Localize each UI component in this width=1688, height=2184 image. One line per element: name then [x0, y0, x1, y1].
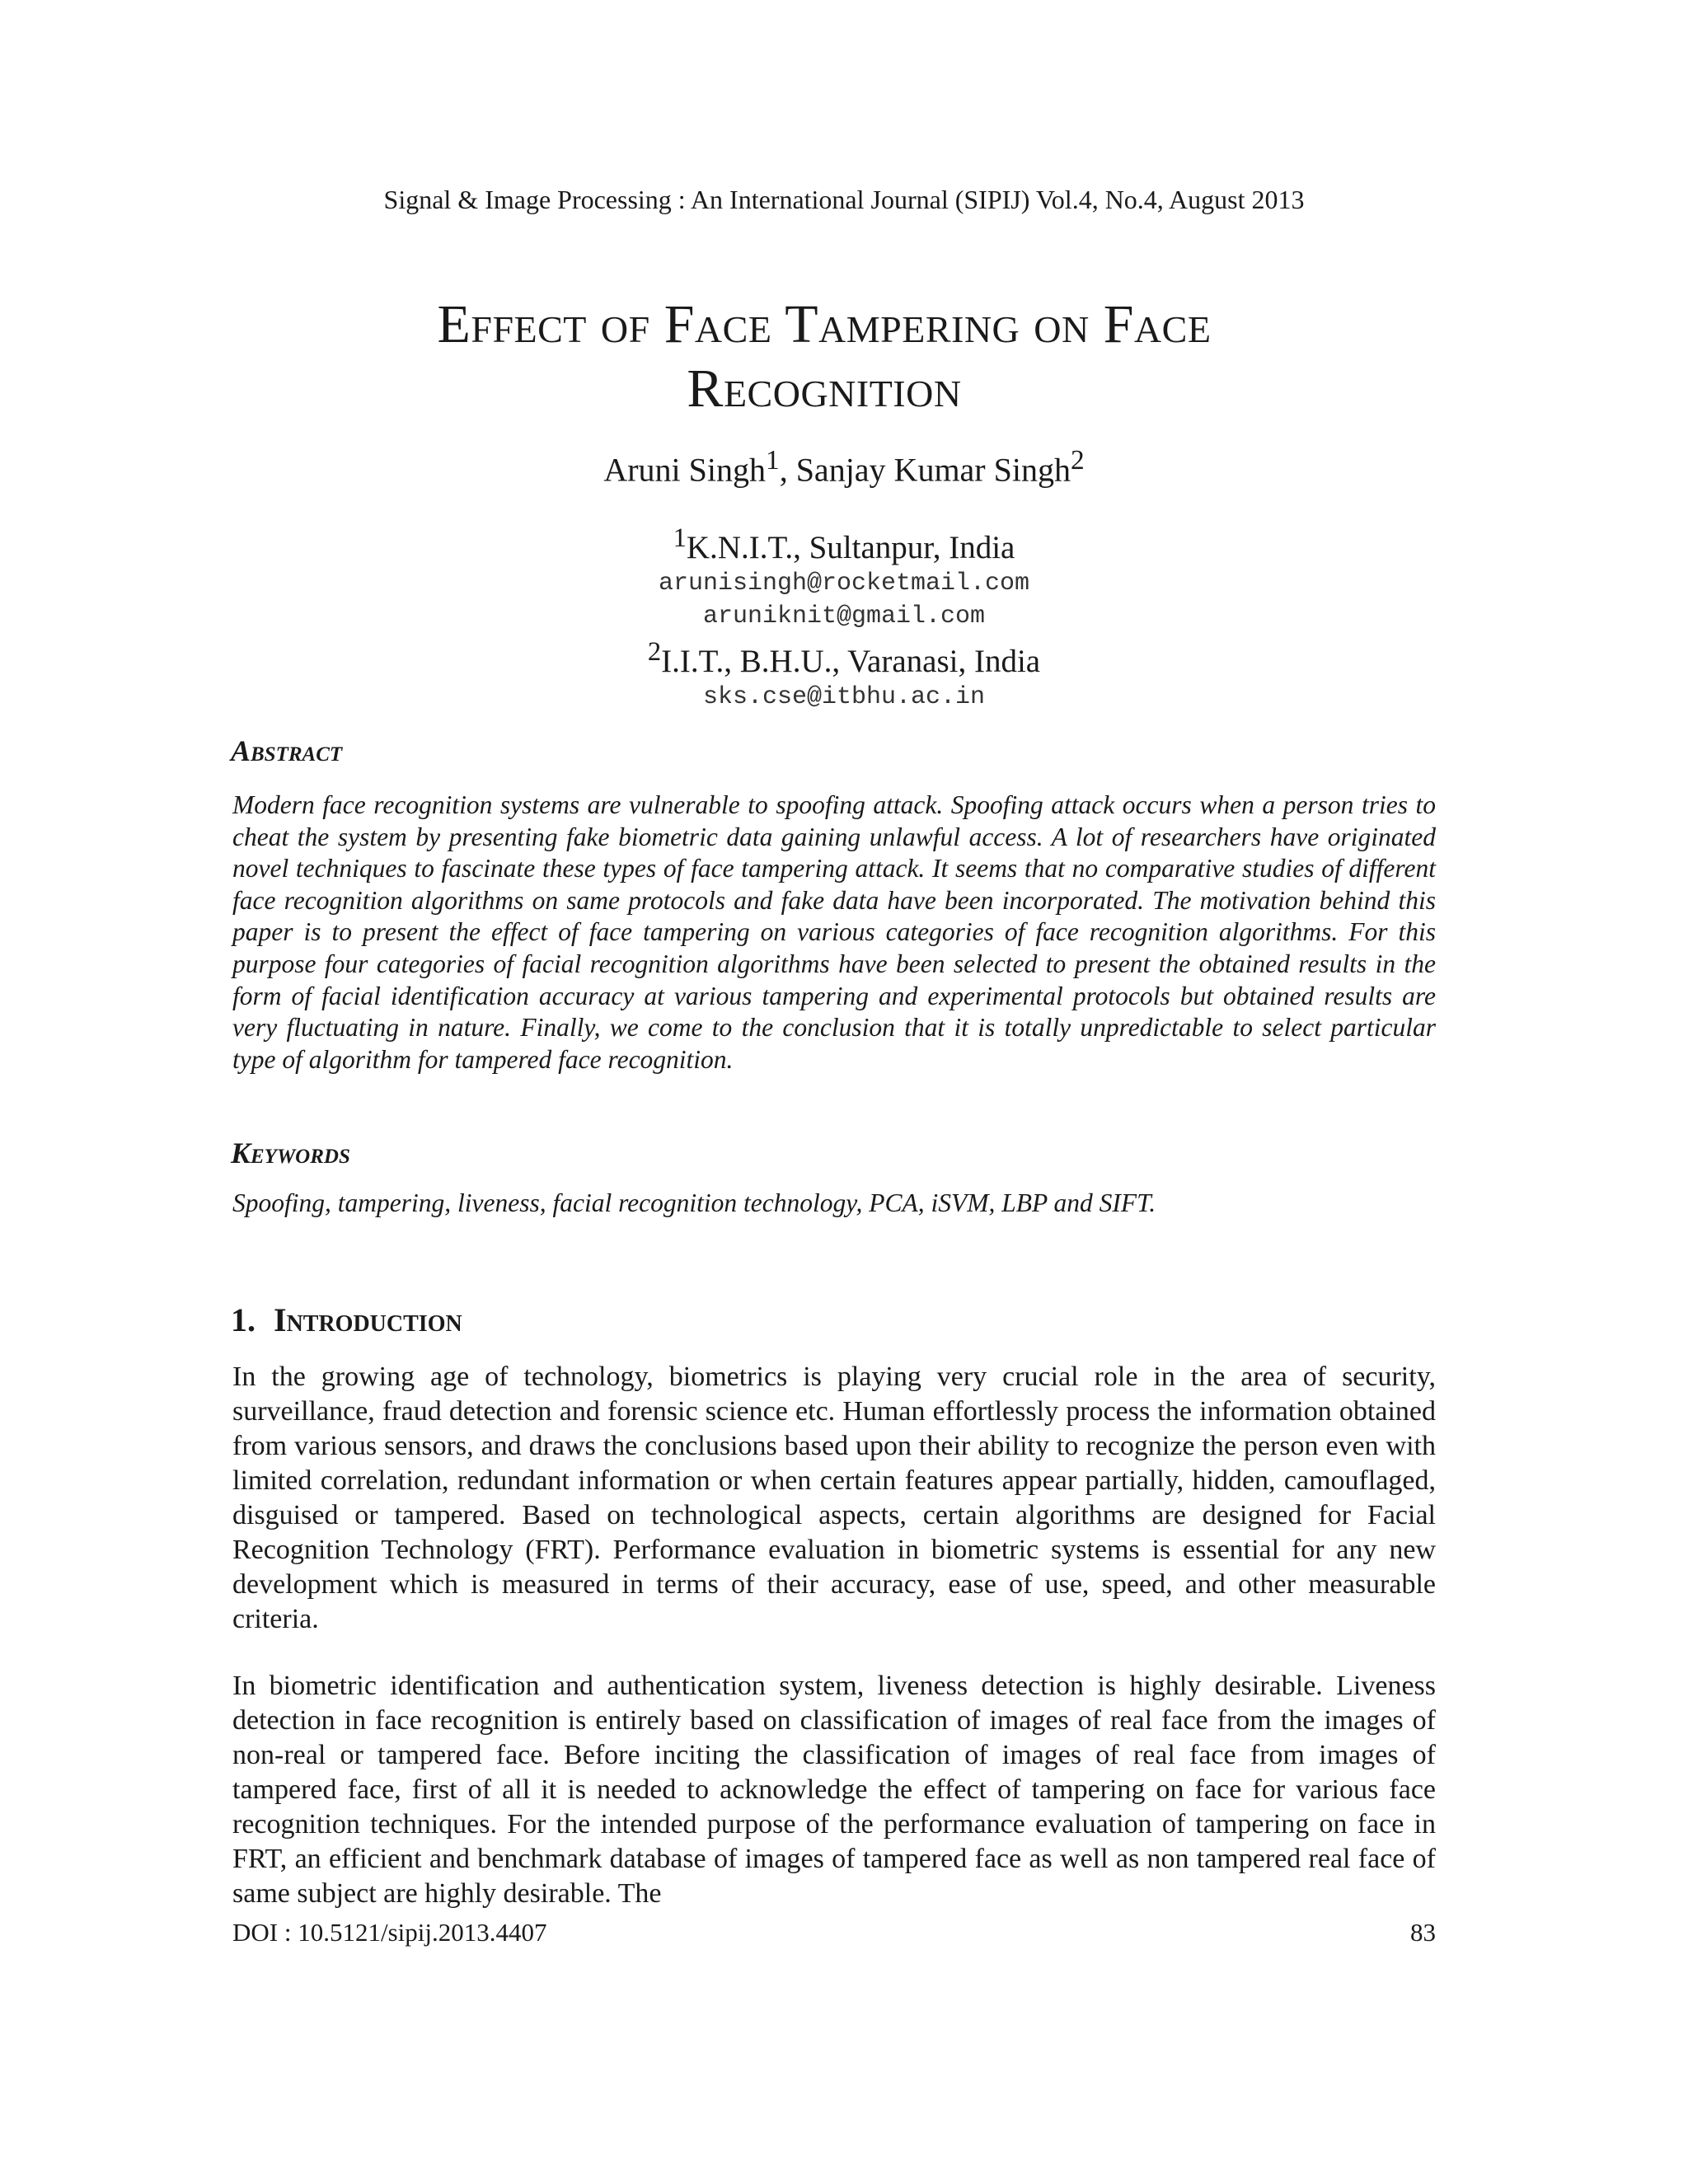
abstract-text: Modern face recognition systems are vulnerable to spoofing attack. Spoofing attack occurs when a person tries to cheat the system by presenting fake biometric data gaining unlawful access. A lot of researchers have originated novel techniques to fascinate these types of face tampering attack. It seems that no comparative studies of different face recognition algorithms on same protocols and fake data have been incorporated. The motivation behind this paper is to present the effect of face tampering on various categories of face recognition algorithms. For this purpose four categories of facial recognition algorithms have been selected to present the obtained results in the form of facial identification accuracy at various tampering and experimental protocols but obtained results are very fluctuating in nature. Finally, we come to the conclusion that it is totally unpredictable to select particular type of algorithm for tampered face recognition. — [232, 790, 1436, 1074]
author-name: Aruni Singh — [603, 451, 767, 489]
affiliation — [0, 633, 1688, 681]
affiliations — [0, 519, 1688, 714]
paper-title — [231, 293, 1418, 421]
keywords-heading: Keywords — [231, 1137, 350, 1169]
author-email: aruniknit@gmail.com — [702, 602, 986, 630]
author-affiliation-mark: 2 — [1071, 445, 1085, 476]
author-email: sks.cse@itbhu.ac.in — [702, 683, 986, 711]
affiliation — [0, 519, 1688, 567]
section-number: 1. — [231, 1301, 256, 1338]
keywords-text: Spoofing, tampering, liveness, facial recognition technology, PCA, iSVM, LBP and SIFT. — [232, 1188, 1156, 1217]
author-name: Sanjay Kumar Singh — [795, 451, 1071, 489]
section-title: Introduction — [274, 1301, 462, 1338]
page-number: 83 — [1410, 1918, 1436, 1947]
affiliation-name: K.N.I.T., Sultanpur, India — [686, 530, 1015, 565]
affiliation-mark: 2 — [647, 637, 662, 667]
doi-label: DOI : 10.5121/sipij.2013.4407 — [232, 1918, 547, 1947]
affiliation-name: I.I.T., B.H.U., Varanasi, India — [661, 644, 1041, 679]
running-header: Signal & Image Processing : An International Journal (SIPIJ) Vol.4, No.4, August 2013 — [383, 185, 1305, 214]
paper-title-line-2: Recognition — [687, 359, 962, 419]
page-footer — [232, 1916, 1436, 1949]
author-affiliation-mark: 1 — [766, 445, 780, 476]
paper-title-line-1: Effect of Face Tampering on Face — [437, 294, 1212, 354]
abstract-heading: Abstract — [231, 734, 343, 767]
author-list — [0, 438, 1688, 492]
author-separator: , — [779, 451, 796, 489]
body-paragraph: In the growing age of technology, biometrics is playing very crucial role in the area of security, surveillance, fraud detection and forensic science etc. Human effortlessly process the information obtained from various sensors, and draws the conclusions based upon their ability to recognize the person even with limited correlation, redundant information or when certain features appear partially, hidden, camouflaged, disguised or tampered. Based on technological aspects, certain algorithms are designed for Facial Recognition Technology (FRT). Performance evaluation in biometric systems is essential for any new development which is measured in terms of their accuracy, ease of use, speed, and other measurable criteria. — [232, 1361, 1436, 1634]
section-heading-introduction — [231, 1301, 462, 1339]
author-email: arunisingh@rocketmail.com — [658, 569, 1030, 598]
affiliation-mark: 1 — [673, 523, 687, 553]
body-paragraph: In biometric identification and authentication system, liveness detection is highly desirable. Liveness detection in face recognition is entirely based on classification of images of real face from the images of non-real or tampered face. Before inciting the classification of images of real face from images of tampered face, first of all it is needed to acknowledge the effect of tampering on face for various face recognition techniques. For the intended purpose of the performance evaluation of tampering on face in FRT, an efficient and benchmark database of images of tampered face as well as non tampered real face of same subject are highly desirable. The — [232, 1671, 1436, 1909]
